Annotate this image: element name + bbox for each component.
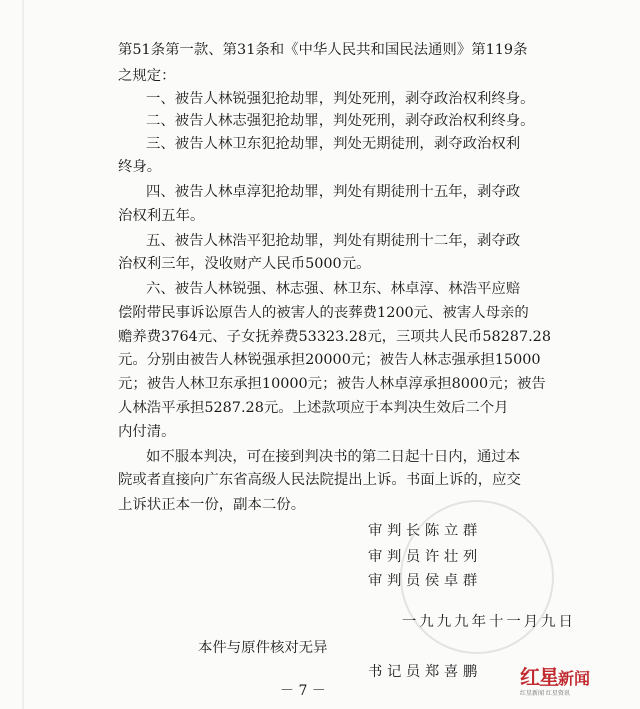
judge-signature: 审 判 员 许 壮 列 [368,549,478,565]
judge-signature: 审 判 员 侯 卓 群 [368,573,478,589]
text-line: 三、被告人林卫东犯抢劫罪，判处无期徒刑，剥夺政治权利 [146,136,521,152]
text-line: 第51条第一款、第31条和《中华人民共和国民法通则》第119条 [118,42,528,58]
text-line: 四、被告人林卓淳犯抢劫罪，判处有期徒刑十五年，剥夺政 [146,184,521,200]
text-line: 治权利三年，没收财产人民币5000元。 [118,256,371,272]
text-line: 偿附带民事诉讼原告人的被害人的丧葬费1200元、被害人母亲的 [118,305,529,321]
text-line: 六、被告人林锐强、林志强、林卫东、林卓淳、林浩平应赔 [146,281,521,297]
watermark-brand-2: 新闻 [558,669,591,688]
text-line: 元；被告人林卫东承担10000元；被告人林卓淳承担8000元；被告 [118,376,546,392]
text-line: 治权利五年。 [118,208,205,224]
text-line: 二、被告人林志强犯抢劫罪，判处死刑，剥夺政治权利终身。 [146,113,535,129]
text-line: 之规定： [118,68,176,84]
text-line: 赡养费3764元、子女抚养费53323.28元，三项共人民币58287.28 [118,329,551,345]
verification-note: 本件与原件核对无异 [198,640,328,656]
watermark-sub: 红星新闻 红星资讯 [520,690,570,697]
presiding-judge-signature: 审 判 长 陈 立 群 [368,523,478,539]
judgment-date: 一九九九年十一月九日 [402,614,576,630]
text-line: 终身。 [118,159,162,175]
text-line: 元。分别由被告人林锐强承担20000元；被告人林志强承担15000 [118,352,541,368]
watermark-brand: 红星 [520,665,558,689]
text-line: 人林浩平承担5287.28元。上述款项应于本判决生效后二个月 [118,400,509,416]
text-line: 上诉状正本一份，副本二份。 [118,497,306,513]
text-line: 一、被告人林锐强犯抢劫罪，判处死刑，剥夺政治权利终身。 [146,91,535,107]
text-line: 五、被告人林浩平犯抢劫罪，判处有期徒刑十二年，剥夺政 [146,233,521,249]
text-line: 内付清。 [118,424,176,440]
clerk-signature: 书 记 员 郑 喜 鹏 [368,664,478,680]
text-line: 院或者直接向广东省高级人民法院提出上诉。书面上诉的，应交 [118,472,521,488]
scan-edge [22,0,24,709]
page-number: － 7 － [280,683,326,699]
watermark-logo [520,661,630,697]
text-line: 如不服本判决，可在接到判决书的第二日起十日内，通过本 [146,449,521,465]
